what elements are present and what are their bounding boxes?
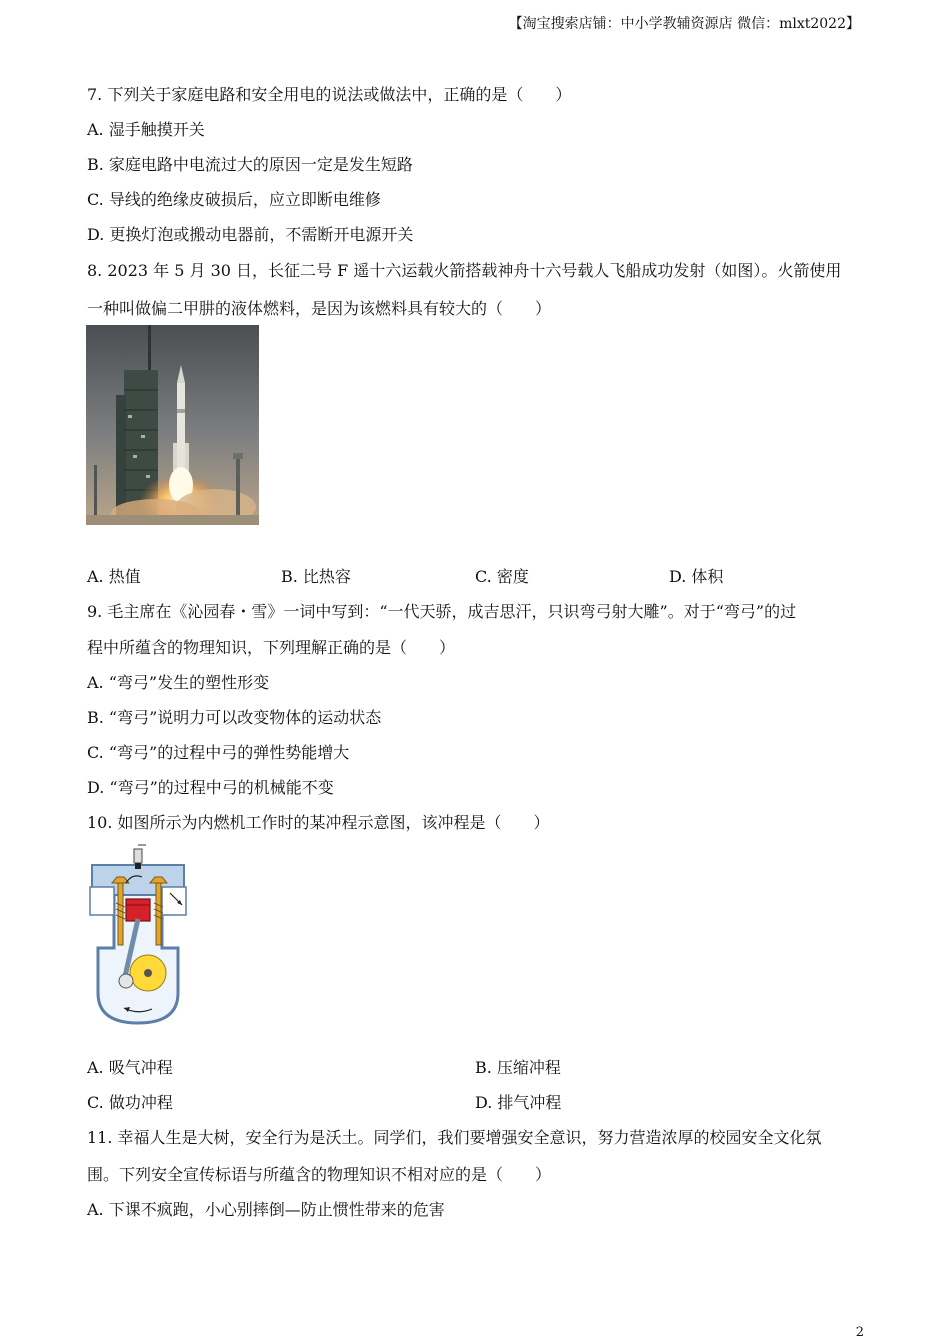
q9-option-a: A. “弯弓”发生的塑性形变	[87, 673, 270, 692]
q7-option-c: C. 导线的绝缘皮破损后，应立即断电维修	[87, 190, 381, 209]
q11-option-a: A. 下课不疯跑，小心别摔倒—防止惯性带来的危害	[87, 1200, 445, 1219]
q8-option-d: D. 体积	[669, 567, 724, 586]
q10-option-c: C. 做功冲程	[87, 1093, 173, 1112]
q9-option-d: D. “弯弓”的过程中弓的机械能不变	[87, 778, 334, 797]
q8-stem-line2: 一种叫做偏二甲肼的液体燃料，是因为该燃料具有较大的（ ）	[87, 299, 552, 318]
q10-stem: 10. 如图所示为内燃机工作时的某冲程示意图，该冲程是（ ）	[87, 813, 550, 832]
q8-option-b: B. 比热容	[281, 567, 351, 586]
q8-stem-line1: 8. 2023 年 5 月 30 日，长征二号 F 遥十六运载火箭搭载神舟十六号载人飞船成功发射（如图）。火箭使用	[87, 261, 842, 280]
engine-stroke-diagram	[86, 843, 190, 1027]
q7-option-b: B. 家庭电路中电流过大的原因一定是发生短路	[87, 155, 413, 174]
page-number: 2	[855, 1325, 864, 1340]
q7-stem: 7. 下列关于家庭电路和安全用电的说法或做法中，正确的是（ ）	[87, 85, 572, 104]
q7-option-a: A. 湿手触摸开关	[87, 120, 205, 139]
q9-stem-line2: 程中所蕴含的物理知识，下列理解正确的是（ ）	[87, 638, 456, 657]
q9-stem-line1: 9. 毛主席在《沁园春・雪》一词中写到：“一代天骄，成吉思汗，只识弯弓射大雕”。对于“弯弓”的过	[87, 602, 797, 621]
q11-stem-line1: 11. 幸福人生是大树，安全行为是沃土。同学们，我们要增强安全意识，努力营造浓厚的校园安全文化氛	[87, 1128, 822, 1147]
q8-option-c: C. 密度	[475, 567, 529, 586]
q9-option-b: B. “弯弓”说明力可以改变物体的运动状态	[87, 708, 382, 727]
q7-option-d: D. 更换灯泡或搬动电器前，不需断开电源开关	[87, 225, 414, 244]
page-header: 【淘宝搜索店铺：中小学教辅资源店 微信：mlxt2022】	[508, 16, 860, 32]
q10-option-d: D. 排气冲程	[475, 1093, 562, 1112]
q10-option-a: A. 吸气冲程	[87, 1058, 173, 1077]
rocket-launch-photo	[86, 325, 259, 525]
q8-option-a: A. 热值	[87, 567, 141, 586]
q11-stem-line2: 围。下列安全宣传标语与所蕴含的物理知识不相对应的是（ ）	[87, 1165, 552, 1184]
q9-option-c: C. “弯弓”的过程中弓的弹性势能增大	[87, 743, 350, 762]
q10-option-b: B. 压缩冲程	[475, 1058, 561, 1077]
